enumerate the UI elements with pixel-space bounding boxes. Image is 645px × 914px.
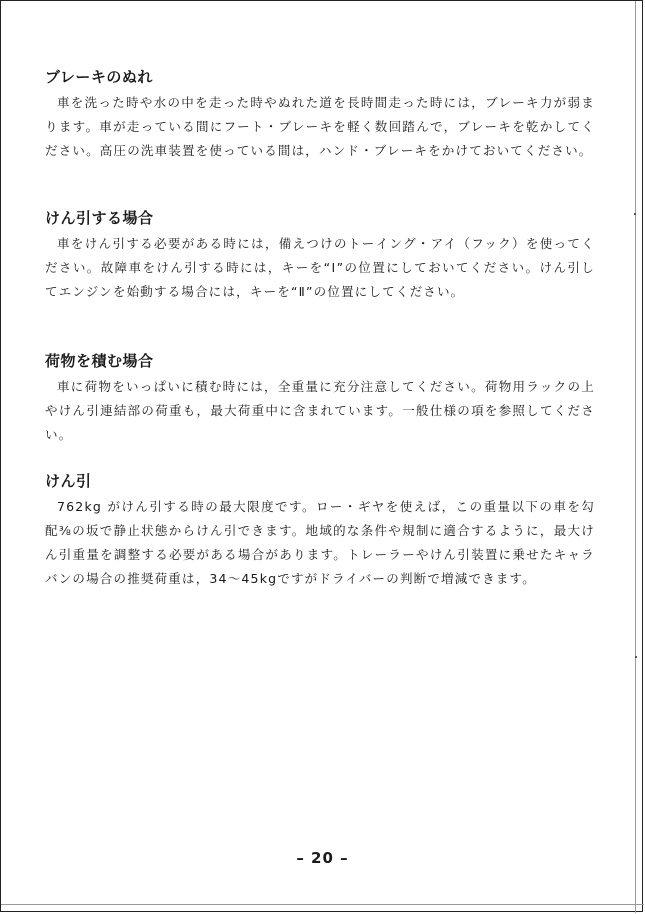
section-towing bbox=[45, 471, 595, 591]
page-number: – 20 – bbox=[296, 849, 349, 867]
section-body: 車をけん引する必要がある時には，備えつけのトーイング・アイ（フック）を使ってください。故障車をけん引する時には，キーを“Ⅰ”の位置にしておいてください。けん引してエンジンを始動する場合には，キーを“Ⅱ”の位置にしてください。 bbox=[45, 236, 595, 299]
section-towing-case bbox=[45, 208, 595, 304]
section-body: 762kg がけん引する時の最大限度です。ロー・ギヤを使えば，この重量以下の車を勾配⅜の坂で静止状態からけん引できます。地域的な条件や規制に適合するように，最大けん引重量を調整する必要がある場合があります。トレーラーやけん引装置に乗せたキャラバンの場合の推奨荷重は，34〜45kgですがドライバーの判断で増減できます。 bbox=[45, 499, 595, 586]
section-heading: けん引 bbox=[45, 472, 92, 490]
section-heading: 荷物を積む場合 bbox=[45, 352, 154, 370]
section-heading: けん引する場合 bbox=[45, 209, 154, 227]
section-body: 車を洗った時や水の中を走った時やぬれた道を長時間走った時には，ブレーキ力が弱まります。車が走っている間にフート・ブレーキを軽く数回踏んで，ブレーキを乾かしてください。高圧の洗車装置を使っている間は，ハンド・ブレーキをかけておいてください。 bbox=[45, 95, 595, 158]
section-brake-wet bbox=[45, 67, 595, 163]
section-loading-cargo bbox=[45, 351, 595, 447]
scan-speck bbox=[634, 213, 636, 215]
section-heading: ブレーキのぬれ bbox=[45, 68, 153, 86]
page-edge-right bbox=[635, 1, 636, 913]
section-body: 車に荷物をいっぱいに積む時には，全重量に充分注意してください。荷物用ラックの上やけん引連結部の荷重も，最大荷重中に含まれています。一般仕様の項を参照してください。 bbox=[45, 379, 595, 442]
scan-speck bbox=[635, 656, 637, 658]
page-edge-bottom bbox=[1, 904, 644, 905]
